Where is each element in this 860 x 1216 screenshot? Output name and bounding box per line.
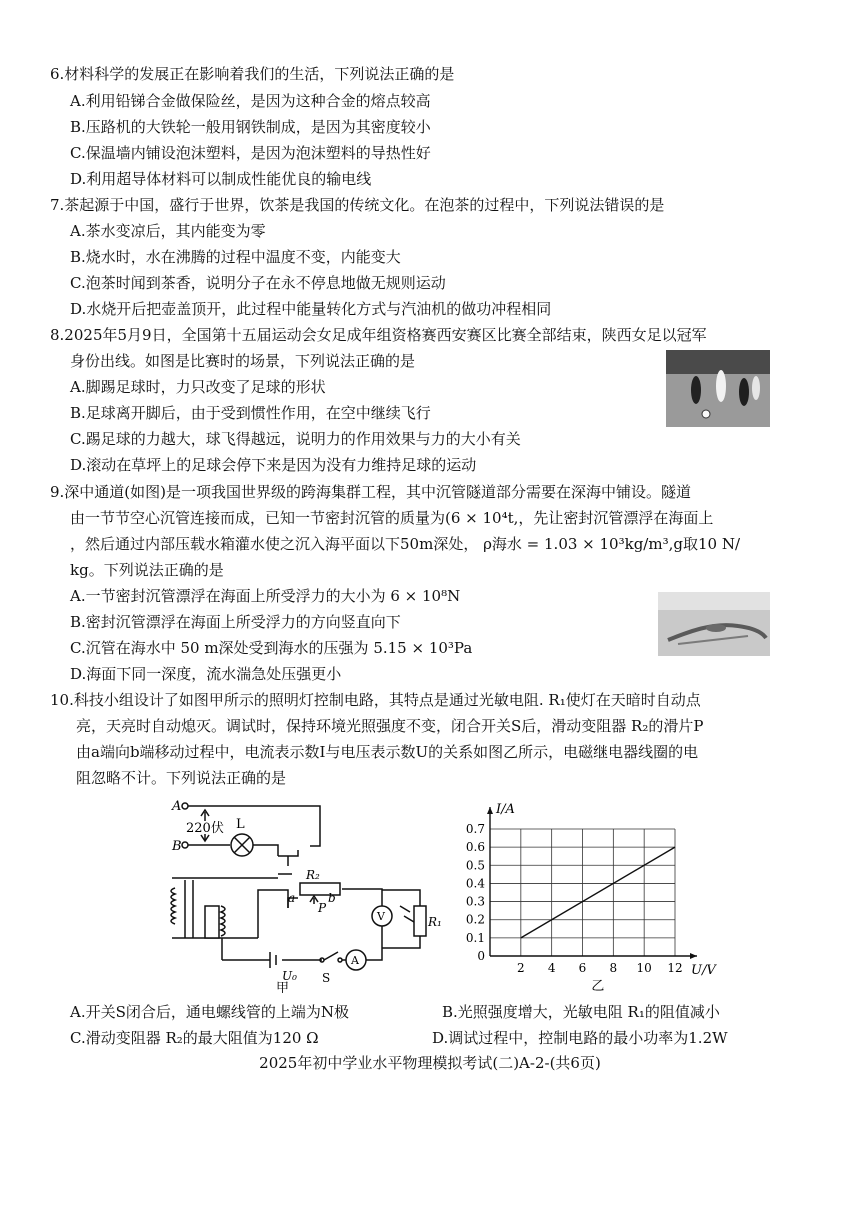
- q8-option-b: B.足球离开脚后，由于受到惯性作用，在空中继续飞行: [70, 404, 431, 422]
- switch-label: S: [322, 971, 331, 985]
- q7-stem: 7.茶起源于中国，盛行于世界，饮茶是我国的传统文化。在泡茶的过程中，下列说法错误的是: [50, 196, 665, 214]
- q10-stem-line1: 10.科技小组设计了如图甲所示的照明灯控制电路，其特点是通过光敏电阻. R₁使灯在天暗时自动点: [50, 691, 701, 709]
- chart-caption: 乙: [591, 979, 605, 994]
- q6-option-c: C.保温墙内铺设泡沫塑料，是因为泡沫塑料的导热性好: [70, 144, 431, 162]
- voltmeter-label: V: [377, 910, 385, 923]
- slider-end-a-label: a: [288, 891, 296, 905]
- r2-label: R₂: [306, 868, 320, 882]
- q6-option-d: D.利用超导体材料可以制成性能优良的输电线: [70, 170, 372, 188]
- r1-label: R₁: [428, 915, 442, 929]
- chart-y-tick-label: 0.2: [465, 912, 485, 927]
- q8-option-c: C.踢足球的力越大，球飞得越远，说明力的作用效果与力的大小有关: [70, 430, 521, 448]
- supply-voltage-label: 220伏: [186, 821, 224, 836]
- q10-option-a: A.开关S闭合后，通电螺线管的上端为N极: [70, 1003, 350, 1021]
- u0-label: U₀: [282, 969, 297, 983]
- q10-option-b: B.光照强度增大，光敏电阻 R₁的阻值减小: [442, 1003, 720, 1021]
- slider-p-label: P: [318, 901, 327, 915]
- sea-tunnel-photo: [658, 592, 770, 656]
- q6-stem: 6.材料科学的发展正在影响着我们的生活，下列说法正确的是: [50, 65, 455, 83]
- chart-y-tick-label: 0.7: [465, 822, 485, 836]
- current-voltage-chart: [450, 796, 740, 1000]
- q9-stem-line3: ，然后通过内部压载水箱灌水使之沉入海平面以下50m深处， ρ海水 = 1.03 × 10³kg/m³,g取10 N/: [70, 535, 740, 553]
- q9-stem-line2: 由一节节空心沉管连接而成，已知一节密封沉管的质量为(6 × 10⁴t,，先让密封沉管漂浮在海面上: [70, 509, 714, 527]
- chart-x-tick-label: 12: [667, 961, 683, 975]
- q7-option-c: C.泡茶时闻到茶香，说明分子在永不停息地做无规则运动: [70, 274, 446, 292]
- q10-option-c: C.滑动变阻器 R₂的最大阻值为120 Ω: [70, 1029, 319, 1047]
- page-footer: 2025年初中学业水平物理模拟考试(二)A-2-(共6页): [259, 1054, 601, 1072]
- q8-option-a: A.脚踢足球时，力只改变了足球的形状: [70, 378, 326, 396]
- chart-x-tick-label: 6: [578, 961, 587, 975]
- chart-x-tick-label: 4: [547, 961, 556, 975]
- q6-option-a: A.利用铅锑合金做保险丝，是因为这种合金的熔点较高: [70, 92, 431, 110]
- q7-option-a: A.茶水变凉后，其内能变为零: [70, 222, 266, 240]
- circuit-caption: 甲: [276, 981, 290, 993]
- terminal-a-label: A: [172, 799, 182, 814]
- lamp-label: L: [236, 817, 245, 832]
- q8-stem-line2: 身份出线。如图是比赛时的场景，下列说法正确的是: [70, 352, 416, 370]
- chart-y-tick-label: 0.6: [465, 840, 485, 855]
- q10-stem-line3: 由a端向b端移动过程中，电流表示数I与电压表示数U的关系如图乙所示，电磁继电器线圈的电: [76, 743, 699, 761]
- q9-option-c: C.沉管在海水中 50 m深处受到海水的压强为 5.15 × 10³Pa: [70, 639, 473, 657]
- circuit-diagram: [160, 788, 450, 993]
- soccer-match-photo: [666, 350, 770, 427]
- terminal-b-label: B: [172, 839, 182, 854]
- q7-option-d: D.水烧开后把壶盖顶开，此过程中能量转化方式与汽油机的做功冲程相同: [70, 300, 552, 318]
- chart-x-axis-label: U/V: [691, 963, 716, 978]
- q10-option-d: D.调试过程中，控制电路的最小功率为1.2W: [432, 1029, 728, 1047]
- q8-stem-line1: 8.2025年5月9日，全国第十五届运动会女足成年组资格赛西安赛区比赛全部结束，陕西女足以冠军: [50, 326, 707, 344]
- chart-x-tick-label: 2: [517, 961, 525, 975]
- q9-option-a: A.一节密封沉管漂浮在海面上所受浮力的大小为 6 × 10⁸N: [70, 587, 461, 605]
- q10-stem-line2: 亮，天亮时自动熄灭。调试时，保持环境光照强度不变，闭合开关S后，滑动变阻器 R₂的滑片P: [76, 717, 704, 735]
- chart-y-arrow: [487, 807, 493, 814]
- chart-y-tick-label: 0.1: [465, 930, 485, 945]
- q9-stem-line4: kg。下列说法正确的是: [70, 561, 224, 579]
- q8-option-d: D.滚动在草坪上的足球会停下来是因为没有力维持足球的运动: [70, 456, 477, 474]
- chart-x-tick-label: 10: [636, 961, 652, 975]
- chart-origin-label: 0: [477, 949, 485, 963]
- q7-option-b: B.烧水时，水在沸腾的过程中温度不变，内能变大: [70, 248, 401, 266]
- chart-y-tick-label: 0.3: [465, 894, 485, 909]
- q9-stem-line1: 9.深中通道(如图)是一项我国世界级的跨海集群工程，其中沉管隧道部分需要在深海中铺设。隧道: [50, 483, 692, 501]
- q9-option-b: B.密封沉管漂浮在海面上所受浮力的方向竖直向下: [70, 613, 401, 631]
- chart-y-tick-label: 0.5: [465, 858, 485, 873]
- q9-option-d: D.海面下同一深度，流水湍急处压强更小: [70, 665, 342, 683]
- chart-y-axis-label: I/A: [496, 802, 515, 817]
- chart-series-line: [521, 847, 675, 938]
- q6-option-b: B.压路机的大铁轮一般用钢铁制成，是因为其密度较小: [70, 118, 431, 136]
- slider-end-b-label: b: [328, 891, 336, 905]
- q10-stem-line4: 阻忽略不计。下列说法正确的是: [76, 769, 287, 787]
- chart-x-tick-label: 8: [609, 961, 618, 975]
- chart-x-arrow: [690, 953, 697, 959]
- chart-y-tick-label: 0.4: [465, 876, 485, 891]
- ammeter-label: A: [351, 954, 359, 967]
